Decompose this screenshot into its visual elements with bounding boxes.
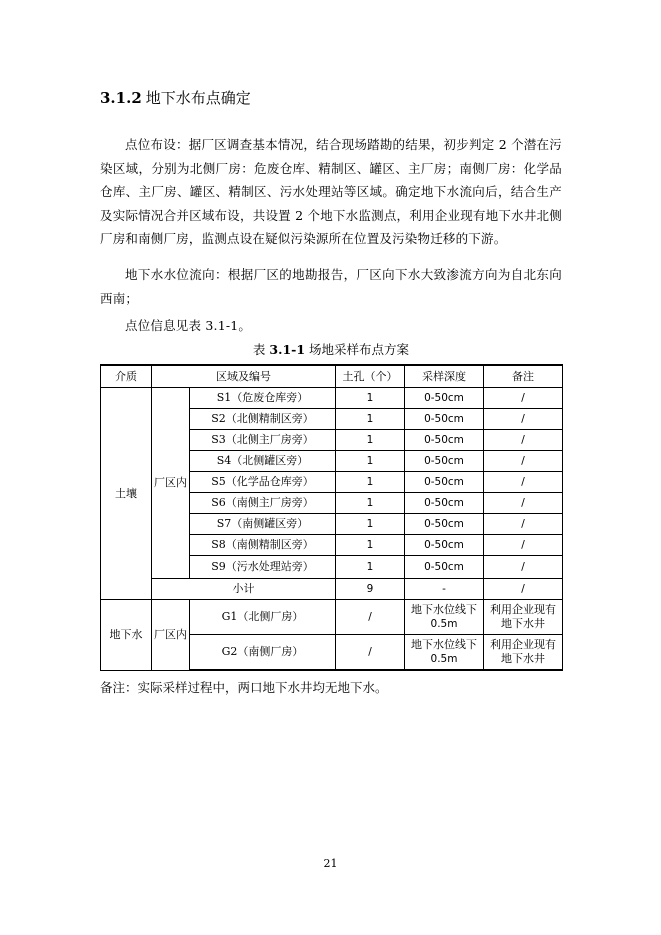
hole-count: 1	[336, 430, 405, 451]
depth-line-2: 0.5m	[430, 653, 458, 665]
row-note: /	[484, 493, 563, 514]
table-caption	[100, 342, 562, 358]
header-note: 备注	[484, 365, 563, 388]
hole-count: 1	[336, 535, 405, 556]
hole-count: 1	[336, 409, 405, 430]
row-note: /	[484, 409, 563, 430]
header-hole-count: 土孔（个）	[336, 365, 405, 388]
subtotal-row	[101, 579, 563, 600]
row-note: /	[484, 514, 563, 535]
hole-count: 1	[336, 493, 405, 514]
row-note: /	[484, 388, 563, 409]
table-footnote: 备注：实际采样过程中，两口地下水井均无地下水。	[100, 680, 388, 695]
row-note	[484, 635, 563, 671]
section-number: 3.1.2	[100, 89, 142, 107]
header-depth: 采样深度	[405, 365, 484, 388]
paragraph-flow-direction: 地下水水位流向：根据厂区的地勘报告，厂区向下水大致渗流方向为自北东向西南；	[100, 267, 562, 306]
sample-depth: 0-50cm	[405, 493, 484, 514]
table-caption-title: 场地采样布点方案	[309, 342, 410, 357]
hole-count: 1	[336, 514, 405, 535]
subtotal-depth: -	[405, 579, 484, 600]
point-id: G2（南侧厂房）	[190, 635, 336, 671]
soil-area-cell: 厂区内	[152, 388, 190, 579]
sample-depth	[405, 635, 484, 671]
row-note	[484, 600, 563, 635]
hole-count: 1	[336, 472, 405, 493]
sample-depth: 0-50cm	[405, 388, 484, 409]
groundwater-medium-cell: 地下水	[101, 600, 152, 671]
section-title: 地下水布点确定	[145, 89, 251, 107]
subtotal-label: 小计	[152, 579, 336, 600]
subtotal-count: 9	[336, 579, 405, 600]
point-id: S8（南侧精制区旁）	[190, 535, 336, 556]
point-id: S9（污水处理站旁）	[190, 556, 336, 579]
hole-count: 1	[336, 388, 405, 409]
depth-line-2: 0.5m	[430, 618, 458, 630]
header-area-id: 区域及编号	[152, 365, 336, 388]
table-row	[101, 388, 563, 409]
sample-depth: 0-50cm	[405, 514, 484, 535]
point-id: S4（北侧罐区旁）	[190, 451, 336, 472]
groundwater-area-cell: 厂区内	[152, 600, 190, 671]
depth-line-1: 地下水位线下	[411, 603, 477, 616]
table-header-row	[101, 365, 563, 388]
sample-depth: 0-50cm	[405, 409, 484, 430]
depth-line-1: 地下水位线下	[411, 638, 477, 651]
page-number: 21	[323, 857, 338, 870]
point-id: S2（北侧精制区旁）	[190, 409, 336, 430]
section-heading	[100, 89, 251, 107]
row-note: /	[484, 430, 563, 451]
sample-depth: 0-50cm	[405, 451, 484, 472]
sample-depth: 0-50cm	[405, 472, 484, 493]
point-id: S5（化学品仓库旁）	[190, 472, 336, 493]
table-row	[101, 600, 563, 635]
hole-count: 1	[336, 556, 405, 579]
hole-count: 1	[336, 451, 405, 472]
sample-depth: 0-50cm	[405, 430, 484, 451]
row-note: /	[484, 556, 563, 579]
sample-depth	[405, 600, 484, 635]
row-note: /	[484, 472, 563, 493]
hole-count: /	[336, 635, 405, 671]
sampling-plan-table	[100, 364, 563, 671]
point-id: S1（危废仓库旁）	[190, 388, 336, 409]
note-line-1: 利用企业现有	[490, 638, 556, 651]
note-line-2: 地下水井	[501, 652, 545, 665]
note-line-1: 利用企业现有	[490, 603, 556, 616]
subtotal-note: /	[484, 579, 563, 600]
row-note: /	[484, 451, 563, 472]
point-id: S6（南侧主厂房旁）	[190, 493, 336, 514]
point-id: S7（南侧罐区旁）	[190, 514, 336, 535]
sample-depth: 0-50cm	[405, 535, 484, 556]
note-line-2: 地下水井	[501, 617, 545, 630]
table-caption-prefix: 表	[252, 342, 266, 357]
paragraph-table-reference: 点位信息见表 3.1-1。	[125, 318, 252, 333]
sample-depth: 0-50cm	[405, 556, 484, 579]
paragraph-point-layout: 点位布设：据厂区调查基本情况，结合现场踏勘的结果，初步判定 2 个潜在污染区域，分别为北侧厂房：危废仓库、精制区、罐区、主厂房；南侧厂房：化学品仓库、主厂房、罐区、精制区、污水处理站等区域。确定地下水流向后，结合生产及实际情况合并区域布设，共设置 2 个地下水监测点，利用企业现有地下水井北侧厂房和南侧厂房，监测点设在疑似污染源所在位置及污染物迁移的下游。	[100, 137, 562, 247]
hole-count: /	[336, 600, 405, 635]
table-caption-number: 3.1-1	[269, 342, 306, 357]
row-note: /	[484, 535, 563, 556]
soil-medium-cell: 土壤	[101, 388, 152, 600]
header-medium: 介质	[101, 365, 152, 388]
point-id: S3（北侧主厂房旁）	[190, 430, 336, 451]
point-id: G1（北侧厂房）	[190, 600, 336, 635]
